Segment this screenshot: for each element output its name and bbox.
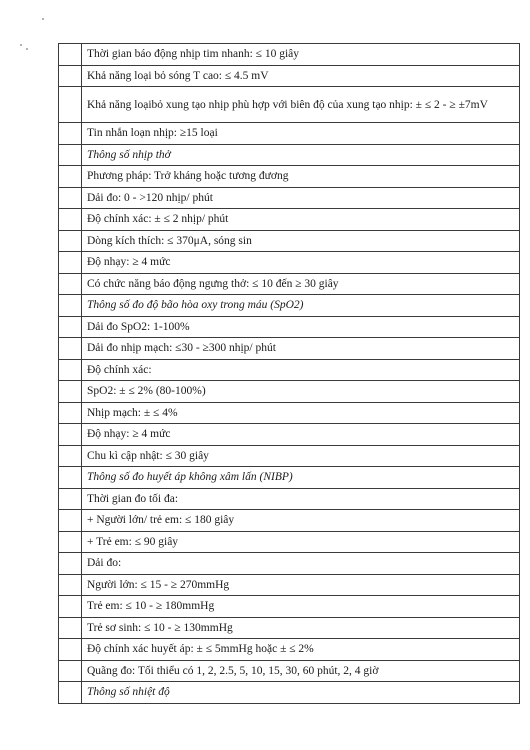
row-number-cell	[59, 123, 82, 145]
spec-text: Nhịp mạch: ± ≤ 4%	[82, 402, 520, 424]
table-row	[59, 660, 520, 682]
row-number-cell	[59, 617, 82, 639]
spec-text: SpO2: ± ≤ 2% (80-100%)	[82, 381, 520, 403]
spec-text: Thời gian báo động nhịp tim nhanh: ≤ 10 giây	[82, 44, 520, 66]
spec-text: Khả năng loại bỏ sóng T cao: ≤ 4.5 mV	[82, 65, 520, 87]
spec-text: Chu kì cập nhật: ≤ 30 giây	[82, 445, 520, 467]
spec-text: Dải đo nhịp mạch: ≤30 - ≥300 nhịp/ phút	[82, 338, 520, 360]
row-number-cell	[59, 87, 82, 123]
row-number-cell	[59, 424, 82, 446]
spec-text: Độ nhạy: ≥ 4 mức	[82, 424, 520, 446]
spec-text: Độ chính xác:	[82, 359, 520, 381]
table-row	[59, 44, 520, 66]
scan-speck	[20, 44, 22, 46]
row-number-cell	[59, 166, 82, 188]
scan-speck	[26, 48, 28, 50]
spec-text: Độ nhạy: ≥ 4 mức	[82, 252, 520, 274]
spec-text: Phương pháp: Trở kháng hoặc tương đương	[82, 166, 520, 188]
row-number-cell	[59, 359, 82, 381]
section-title: Thông số nhịp thở	[82, 144, 520, 166]
row-number-cell	[59, 381, 82, 403]
table-row	[59, 381, 520, 403]
section-header-row	[59, 144, 520, 166]
table-row	[59, 574, 520, 596]
table-row	[59, 273, 520, 295]
table-row	[59, 338, 520, 360]
row-number-cell	[59, 660, 82, 682]
table-row	[59, 510, 520, 532]
section-title: Thông số đo độ bão hòa oxy trong máu (SpO2)	[82, 295, 520, 317]
row-number-cell	[59, 467, 82, 489]
spec-text: Dòng kích thích: ≤ 370μA, sóng sin	[82, 230, 520, 252]
row-number-cell	[59, 488, 82, 510]
row-number-cell	[59, 445, 82, 467]
row-number-cell	[59, 44, 82, 66]
spec-text: Tin nhắn loạn nhịp: ≥15 loại	[82, 123, 520, 145]
table-row	[59, 166, 520, 188]
spec-text: Có chức năng báo động ngưng thở: ≤ 10 đến ≥ 30 giây	[82, 273, 520, 295]
table-row	[59, 65, 520, 87]
row-number-cell	[59, 531, 82, 553]
row-number-cell	[59, 209, 82, 231]
table-row	[59, 531, 520, 553]
section-header-row	[59, 682, 520, 704]
section-header-row	[59, 467, 520, 489]
row-number-cell	[59, 574, 82, 596]
spec-text: Dải đo: 0 - >120 nhịp/ phút	[82, 187, 520, 209]
row-number-cell	[59, 144, 82, 166]
spec-text: Khả năng loạibỏ xung tạo nhịp phù hợp với biên độ của xung tạo nhịp: ± ≤ 2 - ≥ ±7mV	[82, 87, 520, 123]
table-row	[59, 230, 520, 252]
row-number-cell	[59, 316, 82, 338]
table-row	[59, 445, 520, 467]
section-header-row	[59, 295, 520, 317]
row-number-cell	[59, 553, 82, 575]
row-number-cell	[59, 510, 82, 532]
table-row	[59, 553, 520, 575]
table-row	[59, 596, 520, 618]
scan-speck	[42, 18, 44, 20]
specification-table	[58, 43, 520, 704]
spec-text: Độ chính xác huyết áp: ± ≤ 5mmHg hoặc ± ≤ 2%	[82, 639, 520, 661]
spec-text: Người lớn: ≤ 15 - ≥ 270mmHg	[82, 574, 520, 596]
row-number-cell	[59, 187, 82, 209]
table-row	[59, 252, 520, 274]
specification-table-body	[59, 44, 520, 704]
row-number-cell	[59, 273, 82, 295]
table-row	[59, 639, 520, 661]
spec-text: Trẻ sơ sinh: ≤ 10 - ≥ 130mmHg	[82, 617, 520, 639]
table-row	[59, 209, 520, 231]
table-row	[59, 617, 520, 639]
table-row	[59, 359, 520, 381]
row-number-cell	[59, 682, 82, 704]
table-row	[59, 402, 520, 424]
table-row	[59, 424, 520, 446]
spec-text: Độ chính xác: ± ≤ 2 nhịp/ phút	[82, 209, 520, 231]
row-number-cell	[59, 65, 82, 87]
spec-text: Quãng đo: Tối thiểu có 1, 2, 2.5, 5, 10, 15, 30, 60 phút, 2, 4 giờ	[82, 660, 520, 682]
row-number-cell	[59, 596, 82, 618]
table-row	[59, 316, 520, 338]
table-row	[59, 488, 520, 510]
section-title: Thông số đo huyết áp không xâm lấn (NIBP)	[82, 467, 520, 489]
row-number-cell	[59, 230, 82, 252]
section-title: Thông số nhiệt độ	[82, 682, 520, 704]
spec-text: Dải đo:	[82, 553, 520, 575]
row-number-cell	[59, 295, 82, 317]
spec-text: Trẻ em: ≤ 10 - ≥ 180mmHg	[82, 596, 520, 618]
spec-text: + Người lớn/ trẻ em: ≤ 180 giây	[82, 510, 520, 532]
row-number-cell	[59, 639, 82, 661]
row-number-cell	[59, 402, 82, 424]
table-row	[59, 87, 520, 123]
spec-text: Thời gian đo tối đa:	[82, 488, 520, 510]
table-row	[59, 123, 520, 145]
row-number-cell	[59, 338, 82, 360]
row-number-cell	[59, 252, 82, 274]
table-row	[59, 187, 520, 209]
spec-text: Dải đo SpO2: 1-100%	[82, 316, 520, 338]
spec-text: + Trẻ em: ≤ 90 giây	[82, 531, 520, 553]
